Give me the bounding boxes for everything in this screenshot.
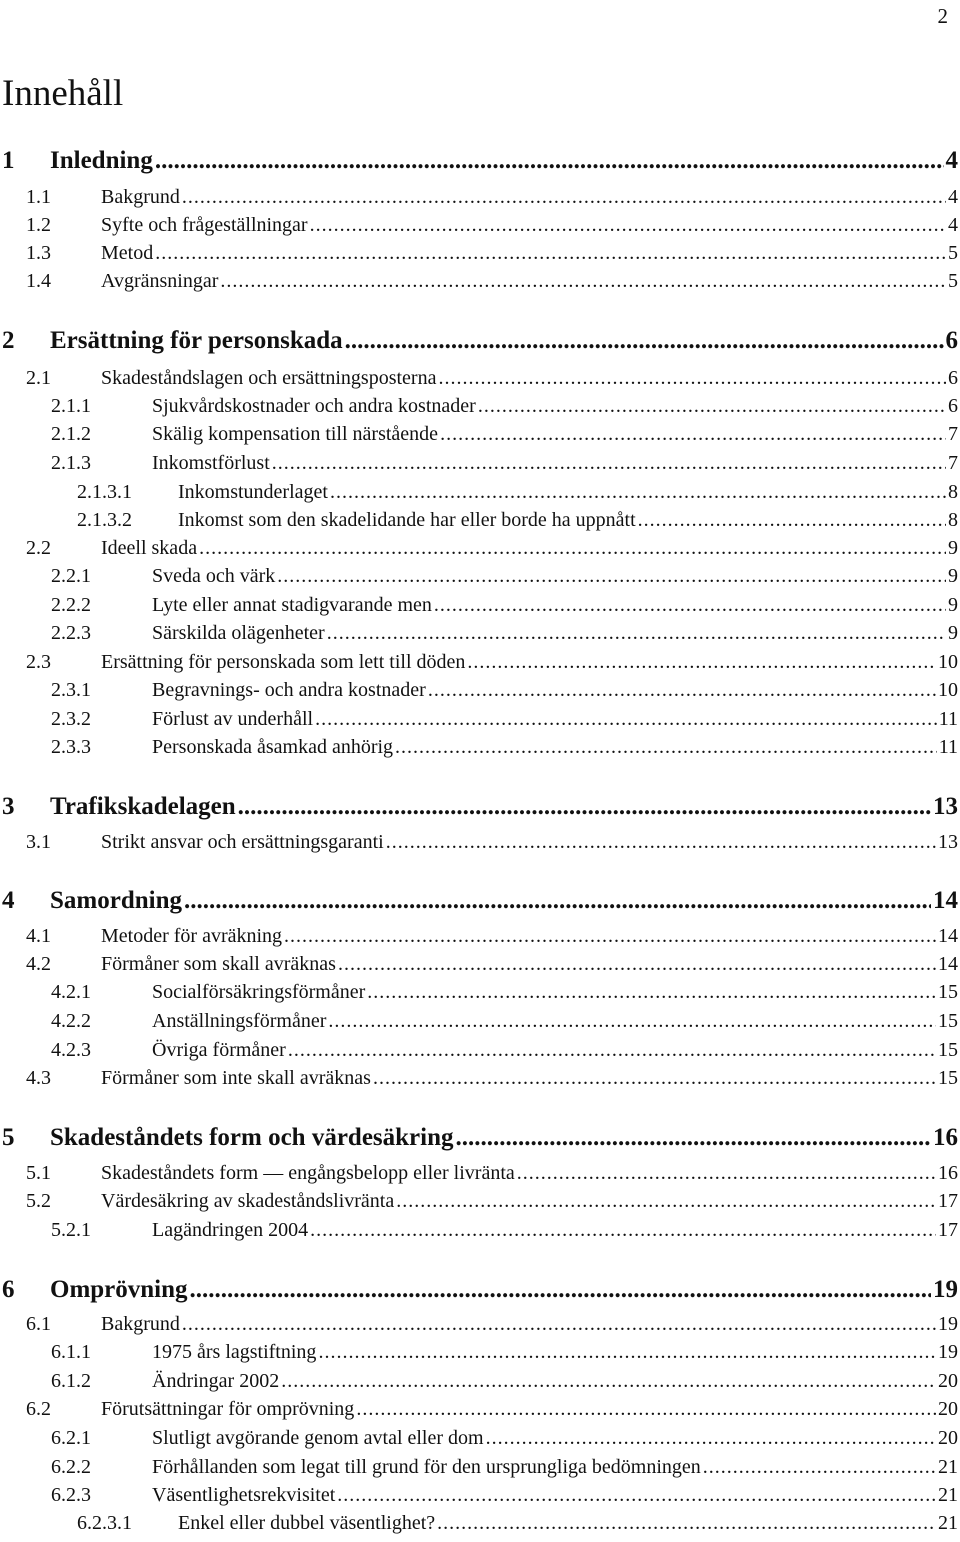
dot-leader [478,395,946,418]
toc-entry[interactable] [0,481,958,509]
toc-entry-title: 1975 års lagstiftning [152,1341,317,1363]
toc-entry-page: 11 [938,708,958,730]
toc-entry-number: 2.3.2 [51,708,91,730]
toc-entry-page: 19 [938,1313,958,1335]
toc-entry[interactable] [0,1427,958,1455]
toc-entry[interactable] [0,793,958,827]
toc-entry-page: 21 [938,1512,958,1534]
toc-entry-number: 6.2.3.1 [77,1512,132,1534]
toc-entry-title: Förmåner som inte skall avräknas [101,1067,371,1089]
toc-entry-page: 15 [938,1067,958,1089]
toc-entry-page: 16 [938,1162,958,1184]
toc-entry[interactable] [0,622,958,650]
toc-entry-page: 5 [948,242,958,264]
toc-entry[interactable] [0,1124,958,1158]
toc-entry-title: Bakgrund [101,186,180,208]
toc-entry[interactable] [0,651,958,679]
toc-entry[interactable] [0,1512,958,1540]
toc-entry[interactable] [0,1341,958,1369]
toc-entry-number: 1.3 [26,242,51,264]
dot-leader [155,242,946,265]
toc-entry-page: 9 [948,565,958,587]
toc-entry-title: Anställningsförmåner [152,1010,327,1032]
toc-entry-page: 7 [948,452,958,474]
dot-leader [182,186,946,209]
toc-entry-title: Ideell skada [101,537,198,559]
toc-entry-page: 9 [948,622,958,644]
dot-leader [281,1370,936,1393]
dot-leader [315,708,937,731]
toc-entry-number: 2 [2,327,15,354]
toc-entry-page: 13 [933,793,958,820]
dot-leader [395,736,937,759]
toc-entry-page: 11 [938,736,958,758]
toc-entry-title: Personskada åsamkad anhörig [152,736,394,758]
toc-entry-title: Lyte eller annat stadigvarande men [152,594,432,616]
dot-leader [220,270,946,293]
dot-leader [184,887,931,915]
dot-leader [438,367,946,390]
dot-leader [437,1512,936,1535]
toc-entry-number: 3 [2,793,15,820]
toc-entry[interactable] [0,1398,958,1426]
toc-entry[interactable] [0,1484,958,1512]
dot-leader [456,1124,932,1152]
toc-entry-title: Ersättning för personskada som lett till döden [101,651,466,673]
page-title: Innehåll [2,73,124,114]
toc-entry-number: 2.3 [26,651,51,673]
toc-entry-page: 16 [933,1124,958,1151]
toc-entry-title: Trafikskadelagen [50,793,236,820]
toc-entry-number: 4.1 [26,925,51,947]
dot-leader [328,1010,936,1033]
toc-entry[interactable] [0,1190,958,1218]
dot-leader [338,953,936,976]
toc-entry[interactable] [0,423,958,451]
toc-entry[interactable] [0,953,958,981]
dot-leader [318,1341,936,1364]
toc-entry-page: 15 [938,981,958,1003]
toc-entry-page: 14 [933,887,958,914]
toc-entry-title: Övriga förmåner [152,1039,286,1061]
toc-entry-title: Värdesäkring av skadeståndslivränta [101,1190,395,1212]
toc-entry[interactable] [0,186,958,214]
toc-entry-number: 6.1.1 [51,1341,91,1363]
toc-entry-number: 2.2.1 [51,565,91,587]
toc-entry-title: Begravnings- och andra kostnader [152,679,426,701]
toc-entry[interactable] [0,147,958,181]
toc-entry-title: Förlust av underhåll [152,708,314,730]
toc-entry[interactable] [0,1370,958,1398]
toc-entry-number: 2.2 [26,537,51,559]
toc-entry-number: 2.1.3 [51,452,91,474]
toc-entry-title: Lagändringen 2004 [152,1219,309,1241]
toc-entry-page: 10 [938,651,958,673]
toc-entry[interactable] [0,831,958,859]
toc-entry[interactable] [0,395,958,423]
toc-entry-title: Inledning [50,147,153,174]
toc-entry-page: 15 [938,1010,958,1032]
toc-entry[interactable] [0,565,958,593]
toc-entry-page: 4 [948,214,958,236]
toc-entry-number: 6.2 [26,1398,51,1420]
toc-entry[interactable] [0,367,958,395]
toc-entry-page: 15 [938,1039,958,1061]
toc-entry-number: 2.2.3 [51,622,91,644]
toc-entry-page: 9 [948,594,958,616]
toc-entry-page: 6 [948,367,958,389]
toc-entry-number: 1.1 [26,186,51,208]
toc-entry-number: 5 [2,1124,15,1151]
toc-entry-number: 4.2.1 [51,981,91,1003]
toc-entry-number: 1 [2,147,15,174]
toc-entry-title: Bakgrund [101,1313,180,1335]
toc-entry-number: 6 [2,1276,15,1303]
dot-leader [310,214,946,237]
toc-entry-title: Ändringar 2002 [152,1370,280,1392]
toc-entry-number: 4.2 [26,953,51,975]
dot-leader [238,793,931,821]
toc-entry-number: 4.3 [26,1067,51,1089]
toc-entry-number: 5.1 [26,1162,51,1184]
toc-entry-page: 6 [945,327,958,354]
dot-leader [517,1162,936,1185]
dot-leader [310,1219,936,1242]
toc-entry-page: 7 [948,423,958,445]
toc-entry-number: 2.1.3.2 [77,509,132,531]
dot-leader [396,1190,936,1213]
toc-entry-title: Inkomstförlust [152,452,270,474]
toc-entry-number: 2.3.1 [51,679,91,701]
toc-entry-page: 13 [938,831,958,853]
toc-entry-title: Metoder för avräkning [101,925,283,947]
toc-entry[interactable] [0,1456,958,1484]
toc-entry-page: 17 [938,1190,958,1212]
toc-entry-page: 4 [945,147,958,174]
toc-entry-page: 17 [938,1219,958,1241]
toc-entry-page: 14 [938,953,958,975]
dot-leader [373,1067,936,1090]
toc-entry-number: 4.2.2 [51,1010,91,1032]
toc-entry[interactable] [0,509,958,537]
dot-leader [638,509,946,532]
toc-entry-title: Förutsättningar för omprövning [101,1398,355,1420]
toc-entry[interactable] [0,1276,958,1310]
toc-entry[interactable] [0,537,958,565]
toc-entry[interactable] [0,214,958,242]
toc-entry[interactable] [0,1219,958,1247]
toc-entry-title: Förmåner som skall avräknas [101,953,336,975]
toc-entry-title: Inkomst som den skadelidande har eller borde ha uppnått [178,509,636,531]
toc-entry[interactable] [0,594,958,622]
toc-entry-title: Skadeståndslagen och ersättningsposterna [101,367,437,389]
dot-leader [182,1313,936,1336]
toc-entry-title: Slutligt avgörande genom avtal eller dom [152,1427,484,1449]
dot-leader [337,1484,936,1507]
toc-entry-title: Förhållanden som legat till grund för den ursprungliga bedömningen [152,1456,701,1478]
toc-entry-page: 5 [948,270,958,292]
toc-entry[interactable] [0,327,958,361]
toc-entry-number: 5.2 [26,1190,51,1212]
toc-entry-number: 4.2.3 [51,1039,91,1061]
toc-entry-number: 2.2.2 [51,594,91,616]
toc-entry-page: 6 [948,395,958,417]
toc-entry-number: 6.2.1 [51,1427,91,1449]
dot-leader [330,481,946,504]
toc-entry-number: 4 [2,887,15,914]
dot-leader [327,622,946,645]
toc-entry-title: Skadeståndets form — engångsbelopp eller livränta [101,1162,515,1184]
dot-leader [467,651,936,674]
toc-entry-page: 19 [933,1276,958,1303]
toc-entry-page: 21 [938,1456,958,1478]
toc-entry-page: 14 [938,925,958,947]
toc-entry-number: 2.1.1 [51,395,91,417]
toc-entry[interactable] [0,981,958,1009]
toc-entry[interactable] [0,925,958,953]
toc-entry[interactable] [0,452,958,480]
dot-leader [190,1276,931,1304]
toc-entry-number: 2.1 [26,367,51,389]
toc-entry-number: 6.2.2 [51,1456,91,1478]
dot-leader [345,327,944,355]
dot-leader [440,423,946,446]
toc-entry-number: 2.1.2 [51,423,91,445]
toc-entry-title: Särskilda olägenheter [152,622,325,644]
toc-entry-page: 19 [938,1341,958,1363]
toc-entry-page: 20 [938,1427,958,1449]
toc-entry-title: Enkel eller dubbel väsentlighet? [178,1512,436,1534]
toc-entry-page: 21 [938,1484,958,1506]
toc-entry-number: 1.2 [26,214,51,236]
toc-entry-title: Ersättning för personskada [50,327,343,354]
dot-leader [199,537,946,560]
toc-entry-title: Metod [101,242,154,264]
dot-leader [428,679,936,702]
toc-entry-title: Socialförsäkringsförmåner [152,981,366,1003]
dot-leader [434,594,946,617]
toc-entry-title: Samordning [50,887,182,914]
toc-entry-title: Strikt ansvar och ersättningsgaranti [101,831,384,853]
dot-leader [486,1427,936,1450]
toc-entry-number: 1.4 [26,270,51,292]
toc-entry-title: Sjukvårdskostnader och andra kostnader [152,395,476,417]
toc-entry-number: 2.1.3.1 [77,481,132,503]
dot-leader [155,147,944,175]
toc-entry-number: 3.1 [26,831,51,853]
toc-entry-page: 20 [938,1370,958,1392]
toc-entry[interactable] [0,736,958,764]
dot-leader [284,925,936,948]
dot-leader [356,1398,936,1421]
toc-entry[interactable] [0,679,958,707]
dot-leader [272,452,946,475]
toc-entry-title: Inkomstunderlaget [178,481,328,503]
dot-leader [288,1039,936,1062]
toc-entry[interactable] [0,1067,958,1095]
toc-entry-title: Syfte och frågeställningar [101,214,308,236]
toc-entry-number: 6.2.3 [51,1484,91,1506]
page-number: 2 [937,4,948,28]
dot-leader [367,981,936,1004]
toc-entry[interactable] [0,1010,958,1038]
toc-entry-title: Skadeståndets form och värdesäkring [50,1124,454,1151]
toc-entry[interactable] [0,1313,958,1341]
toc-entry-page: 10 [938,679,958,701]
toc-entry-page: 20 [938,1398,958,1420]
dot-leader [277,565,946,588]
toc-entry-page: 4 [948,186,958,208]
dot-leader [703,1456,936,1479]
toc-entry[interactable] [0,1039,958,1067]
toc-entry-title: Avgränsningar [101,270,219,292]
toc-entry-title: Sveda och värk [152,565,276,587]
toc-entry[interactable] [0,1162,958,1190]
dot-leader [386,831,936,854]
toc-entry-page: 8 [948,509,958,531]
toc-entry-title: Omprövning [50,1276,188,1303]
toc-entry[interactable] [0,708,958,736]
toc-entry-title: Väsentlighetsrekvisitet [152,1484,336,1506]
toc-entry[interactable] [0,242,958,270]
toc-entry-number: 6.1.2 [51,1370,91,1392]
toc-entry-title: Skälig kompensation till närstående [152,423,439,445]
toc-entry-number: 2.3.3 [51,736,91,758]
toc-entry-number: 5.2.1 [51,1219,91,1241]
toc-entry[interactable] [0,270,958,298]
toc-entry[interactable] [0,887,958,921]
toc-entry-number: 6.1 [26,1313,51,1335]
toc-entry-page: 8 [948,481,958,503]
toc-entry-page: 9 [948,537,958,559]
